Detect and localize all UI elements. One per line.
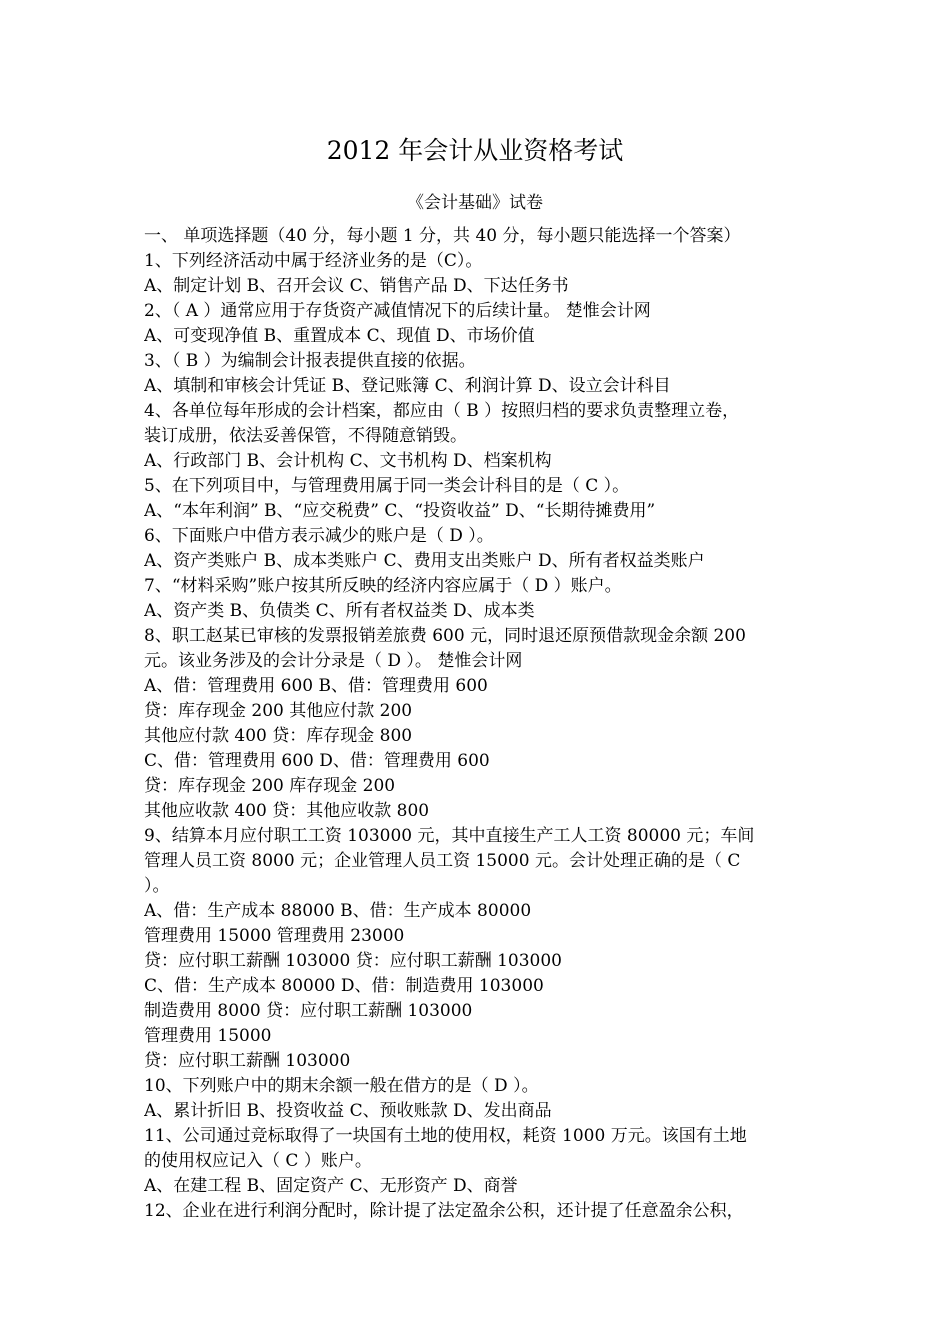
text-line: C、借：管理费用 600 D、借：管理费用 600 bbox=[144, 751, 490, 771]
text-line: A、制定计划 B、召开会议 C、销售产品 D、下达任务书 bbox=[144, 276, 569, 296]
text-line: A、借：生产成本 88000 B、借：生产成本 80000 bbox=[144, 901, 532, 921]
text-line: A、填制和审核会计凭证 B、登记账簿 C、利润计算 D、设立会计科目 bbox=[144, 376, 671, 396]
text-line: 贷：库存现金 200 库存现金 200 bbox=[144, 776, 396, 796]
text-line: 3、（ B ）为编制会计报表提供直接的依据。 bbox=[144, 351, 476, 371]
text-line: 的使用权应记入（ C ）账户。 bbox=[144, 1151, 372, 1171]
text-line: 一、 单项选择题（40 分，每小题 1 分，共 40 分，每小题只能选择一个答案） bbox=[144, 226, 741, 246]
text-line: ）。 bbox=[144, 876, 170, 896]
text-line: 4、各单位每年形成的会计档案，都应由（ B ）按照归档的要求负责整理立卷， bbox=[144, 401, 740, 421]
text-line: 管理人员工资 8000 元；企业管理人员工资 15000 元。会计处理正确的是（ C bbox=[144, 851, 741, 871]
document-body bbox=[144, 224, 820, 1224]
text-line: A、在建工程 B、固定资产 C、无形资产 D、商誉 bbox=[144, 1176, 518, 1196]
text-line: A、资产类 B、负债类 C、所有者权益类 D、成本类 bbox=[144, 601, 535, 621]
text-line: A、借：管理费用 600 B、借：管理费用 600 bbox=[144, 676, 488, 696]
text-line: C、借：生产成本 80000 D、借：制造费用 103000 bbox=[144, 976, 544, 996]
page-subtitle: 《会计基础》试卷 bbox=[407, 193, 543, 213]
text-line: 管理费用 15000 管理费用 23000 bbox=[144, 926, 405, 946]
text-line: 10、下列账户中的期末余额一般在借方的是（ D ）。 bbox=[144, 1076, 539, 1096]
text-line: 1、下列经济活动中属于经济业务的是（C）。 bbox=[144, 251, 483, 271]
text-line: 制造费用 8000 贷：应付职工薪酬 103000 bbox=[144, 1001, 473, 1021]
text-line: 贷：应付职工薪酬 103000 bbox=[144, 1051, 351, 1071]
text-line: 9、结算本月应付职工工资 103000 元，其中直接生产工人工资 80000 元；车间 bbox=[144, 826, 755, 846]
text-line: 2、（ A ）通常应用于存货资产减值情况下的后续计量。 楚惟会计网 bbox=[144, 301, 651, 321]
text-line: 5、在下列项目中，与管理费用属于同一类会计科目的是（ C ）。 bbox=[144, 476, 630, 496]
text-line: 贷：应付职工薪酬 103000 贷：应付职工薪酬 103000 bbox=[144, 951, 563, 971]
text-line: 7、“材料采购”账户按其所反映的经济内容应属于（ D ）账户。 bbox=[144, 576, 622, 596]
text-line: 元。该业务涉及的会计分录是（ D ）。 楚惟会计网 bbox=[144, 651, 523, 671]
text-line: A、“本年利润” B、“应交税费” C、“投资收益” D、“长期待摊费用” bbox=[144, 501, 656, 521]
text-line: 11、公司通过竞标取得了一块国有土地的使用权，耗资 1000 万元。该国有土地 bbox=[144, 1126, 747, 1146]
text-line: A、资产类账户 B、成本类账户 C、费用支出类账户 D、所有者权益类账户 bbox=[144, 551, 705, 571]
text-line: 8、职工赵某已审核的发票报销差旅费 600 元，同时退还原预借款现金余额 200 bbox=[144, 626, 746, 646]
text-line: A、累计折旧 B、投资收益 C、预收账款 D、发出商品 bbox=[144, 1101, 552, 1121]
page-title: 2012 年会计从业资格考试 bbox=[326, 136, 624, 165]
text-line: 装订成册，依法妥善保管，不得随意销毁。 bbox=[144, 426, 467, 446]
text-line: 其他应付款 400 贷：库存现金 800 bbox=[144, 726, 413, 746]
text-line: 6、下面账户中借方表示减少的账户是（ D ）。 bbox=[144, 526, 494, 546]
text-line: A、行政部门 B、会计机构 C、文书机构 D、档案机构 bbox=[144, 451, 552, 471]
text-line: 贷：库存现金 200 其他应付款 200 bbox=[144, 701, 413, 721]
text-line: 其他应收款 400 贷：其他应收款 800 bbox=[144, 801, 430, 821]
text-line: 管理费用 15000 bbox=[144, 1026, 272, 1046]
text-line: A、可变现净值 B、重置成本 C、现值 D、市场价值 bbox=[144, 326, 535, 346]
text-line: 12、企业在进行利润分配时，除计提了法定盈余公积，还计提了任意盈余公积， bbox=[144, 1201, 744, 1221]
